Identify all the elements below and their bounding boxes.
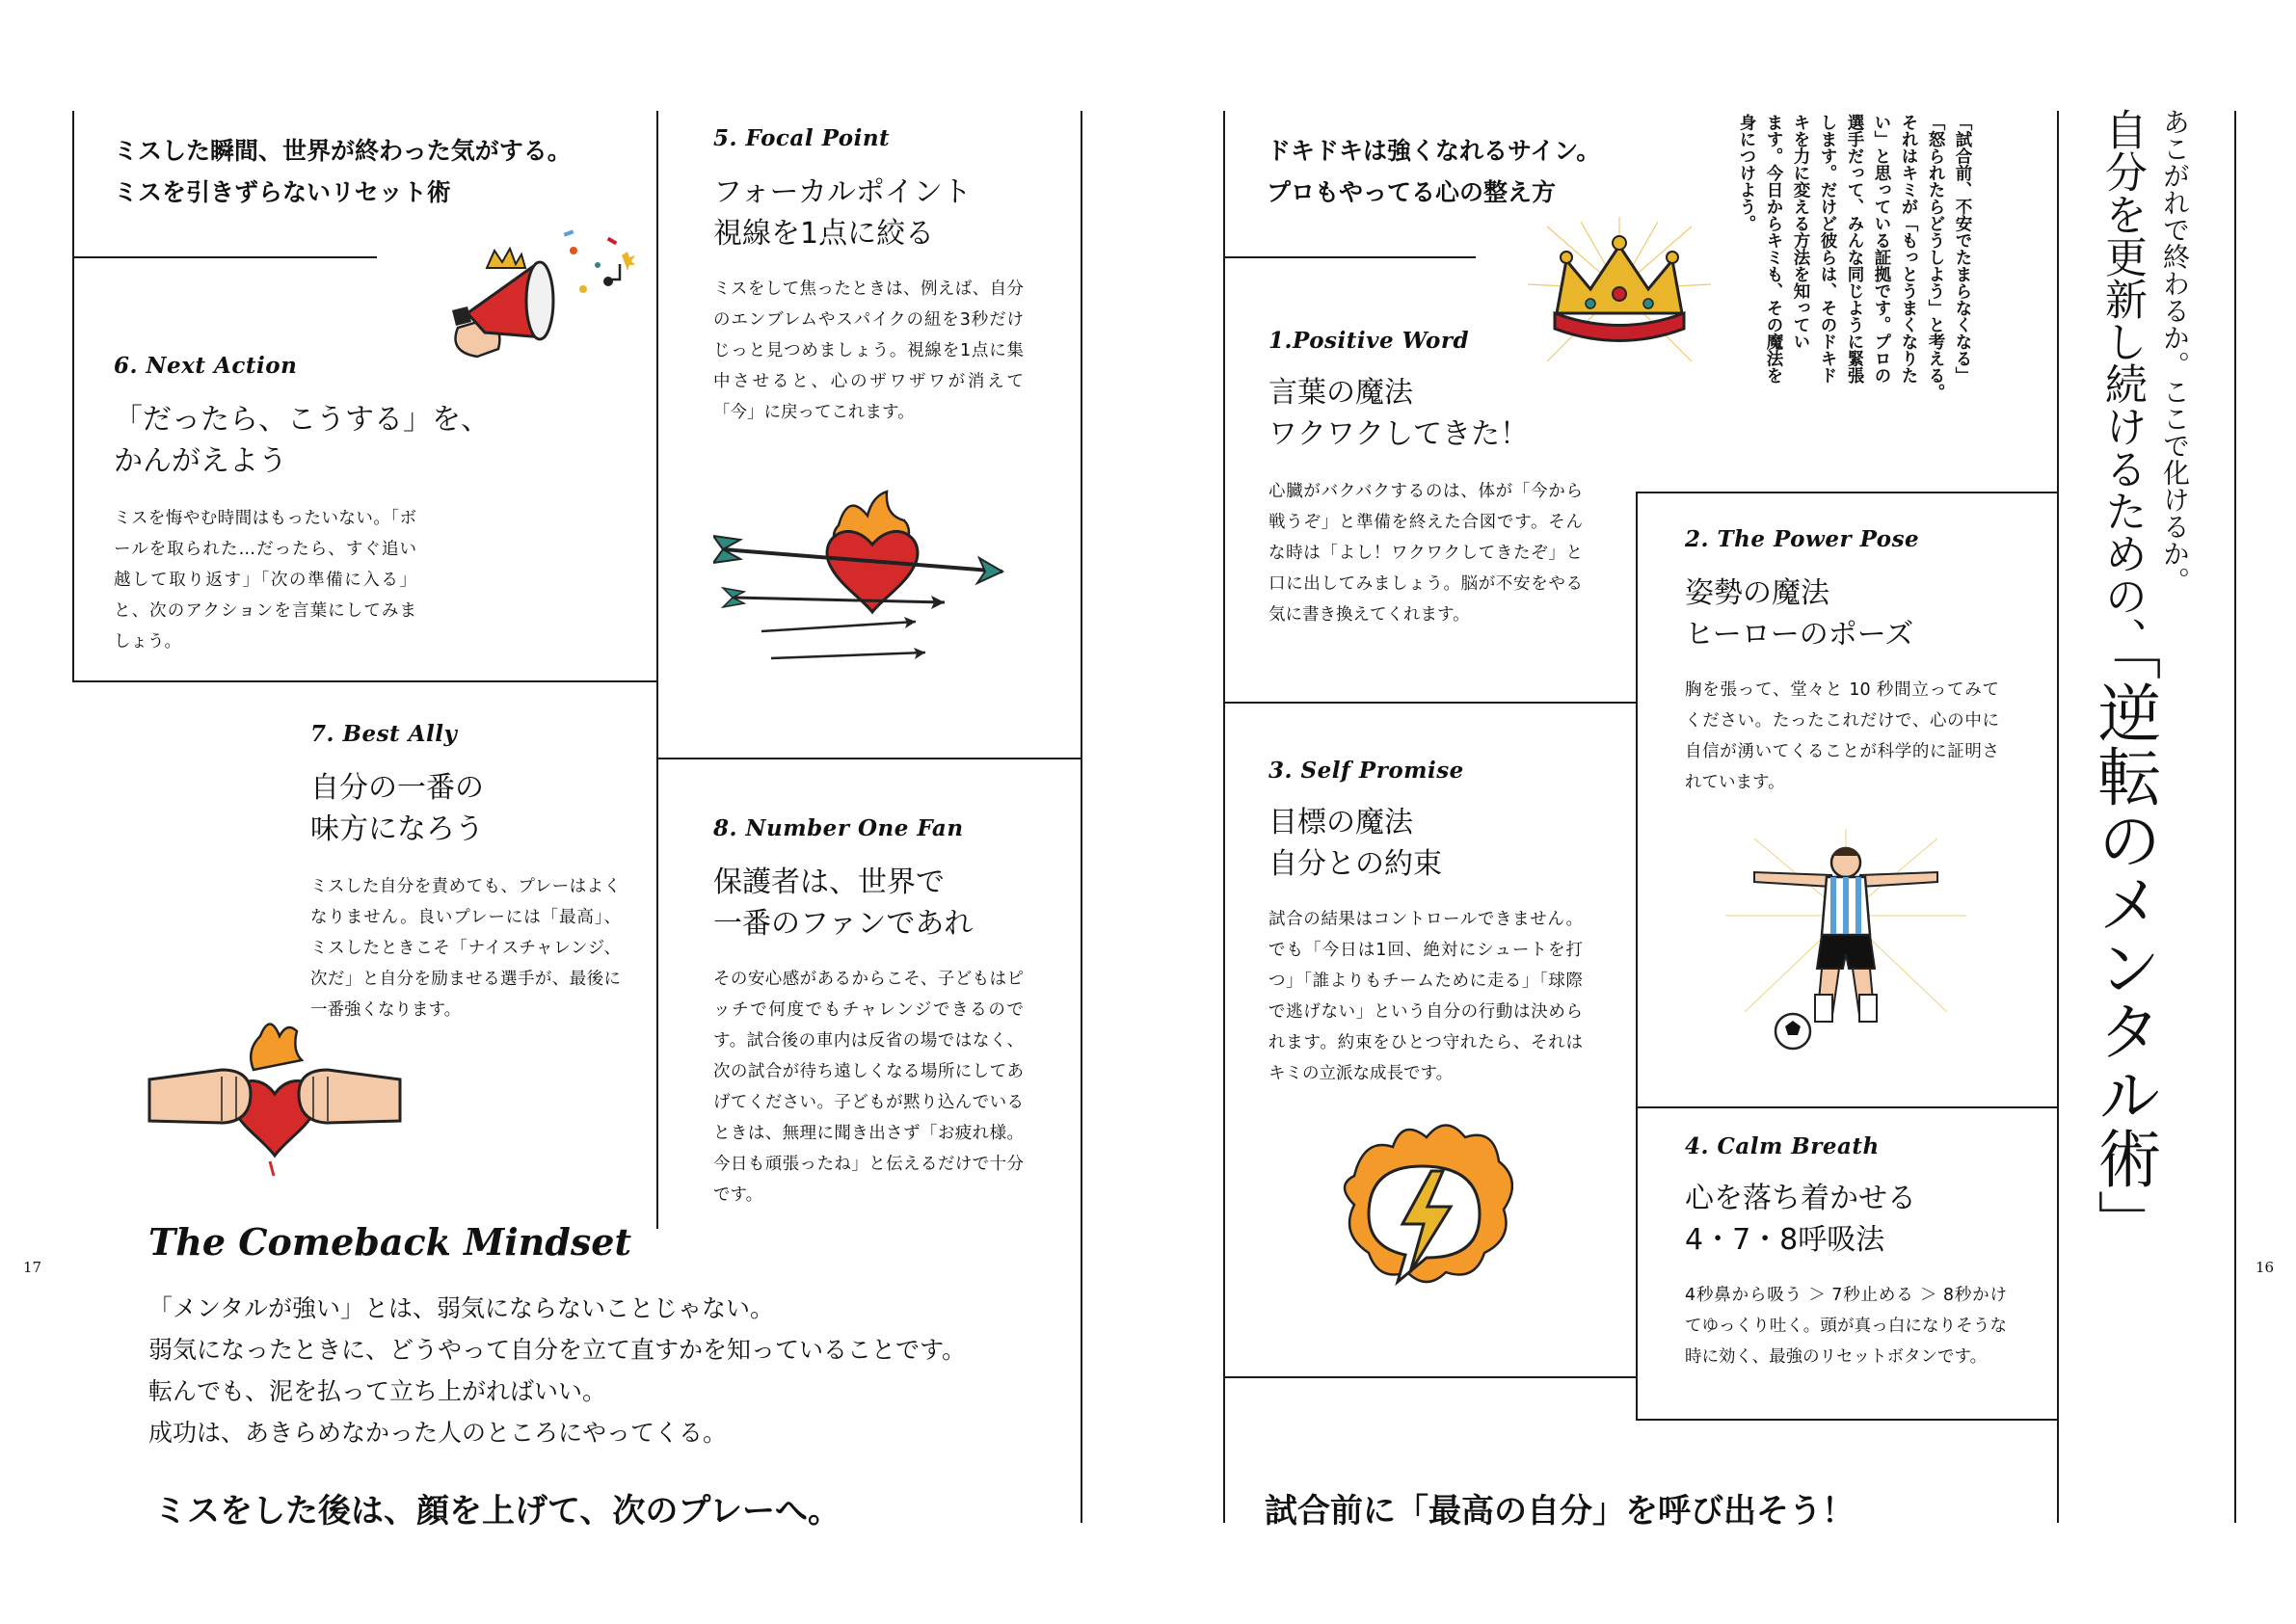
left-bottom-line: ミスをした後は、顔を上げて、次のプレーへ。 xyxy=(154,1492,841,1531)
section-tag-number-one-fan: 8. Number One Fan xyxy=(713,815,964,841)
section-title-number-one-fan: 保護者は、世界で 一番のファンであれ xyxy=(713,865,974,941)
section-body-number-one-fan: その安心感があるからこそ、子どもはピッチで何度でもチャレンジできるのです。試合後の車内は反省の場ではなく、次の試合が待ち遠しくなる場所にしてあげてください。子どもが黙り込んでいるときは、無理に聞き出さず「お疲れ様。今日も頑張ったね」と伝えるだけで十分です。 xyxy=(713,970,1024,1205)
grid-line xyxy=(1223,702,1637,704)
section-body-focal-point: ミスをして焦ったときは、例えば、自分のエンブレムやスパイクの紐を3秒だけじっと見つめましょう。視線を1点に集中させると、心のザワザワが消えて「今」に戻ってこれます。 xyxy=(713,280,1024,422)
section-body-next-action: ミスを悔やむ時間はもったいない。「ボールを取られた…だったら、すぐ追い越して取り返す」「次の準備に入る」と、次のアクションを言葉にしてみましょう。 xyxy=(114,509,416,652)
lightning-bubble-icon xyxy=(1335,1118,1513,1311)
section-tag-best-ally: 7. Best Ally xyxy=(310,721,458,747)
section-tag-calm-breath: 4. Calm Breath xyxy=(1685,1133,1880,1159)
section-tag-next-action: 6. Next Action xyxy=(114,353,298,379)
soccer-player-icon xyxy=(1725,829,1966,1060)
section-title-self-promise: 目標の魔法 自分との約束 xyxy=(1268,806,1442,881)
section-title-focal-point: フォーカルポイント 視線を1点に絞る xyxy=(713,175,972,251)
mindset-body: 「メンタルが強い」とは、弱気にならないことじゃない。 弱気になったときに、どうやって自分を立て直すかを知っていることです。 転んでも、泥を払って立ち上がればいい。 成功は、あきらめなかった人のところにやってくる。 xyxy=(148,1294,967,1447)
heading-main: 自分を更新し続けるための、 xyxy=(2097,108,2147,659)
grid-line xyxy=(72,680,657,682)
grid-line xyxy=(1636,1419,2058,1421)
section-title-best-ally: 自分の一番の 味方になろう xyxy=(310,771,484,846)
section-title-calm-breath: 心を落ち着かせる 4・7・8呼吸法 xyxy=(1685,1182,1916,1257)
grid-line xyxy=(1636,1106,2058,1108)
fist-bump-heart-icon xyxy=(145,1017,405,1181)
heading-big: 「逆転のメンタル術」 xyxy=(2087,617,2161,1253)
section-title-next-action: 「だったら、こうする」を、 かんがえよう xyxy=(114,403,490,478)
section-tag-focal-point: 5. Focal Point xyxy=(713,125,891,151)
grid-line xyxy=(72,111,74,682)
grid-line xyxy=(1223,111,1225,1523)
section-tag-positive-word: 1.Positive Word xyxy=(1268,328,1470,354)
intro-text: 「試合前、不安でたまらなくなる」 「怒られたらどうしよう」と考える。 それはキミが「もっとうまくなりた い」と思っている証拠です。プロの 選手だって、みんな同じように緊張 します。だけど彼らは、そのドキド キを力に変える方法を知ってい ます。今日からキミも、その魔法を 身につけよう。 xyxy=(1737,114,1972,401)
grid-line xyxy=(1081,111,1082,1523)
grid-line xyxy=(1223,1376,1637,1378)
page-number-left: 17 xyxy=(23,1259,42,1276)
heading-kicker: あこがれで終わるか。ここで化けるか。 xyxy=(2159,108,2191,594)
right-bottom-line: 試合前に「最高の自分」を呼び出そう！ xyxy=(1265,1492,1855,1531)
section-body-self-promise: 試合の結果はコントロールできません。でも「今日は1回、絶対にシュートを打つ」「誰よりもチームために走る」「球際で逃げない」という自分の行動は決められます。約束をひとつ守れたら、それはキミの立派な成長です。 xyxy=(1268,910,1583,1083)
section-tag-self-promise: 3. Self Promise xyxy=(1268,758,1464,784)
section-body-positive-word: 心臓がバクバクするのは、体が「今から戦うぞ」と準備を終えた合図です。そんな時は「よし！ワクワクしてきたぞ」と口に出してみましょう。脳が不安をやる気に書き換えてくれます。 xyxy=(1268,482,1583,625)
mindset-title: The Comeback Mindset xyxy=(148,1220,631,1264)
section-body-power-pose: 胸を張って、堂々と 10 秒間立ってみてください。たったこれだけで、心の中に自信が湧いてくることが科学的に証明されています。 xyxy=(1685,680,1999,792)
flaming-heart-arrow-icon xyxy=(713,487,1022,679)
grid-line xyxy=(1223,256,1476,258)
grid-line xyxy=(1636,492,1638,1419)
section-title-positive-word: 言葉の魔法 ワクワクしてきた！ xyxy=(1268,376,1529,451)
grid-line xyxy=(656,111,658,1229)
grid-line xyxy=(656,758,1081,759)
pre-game-lead: ドキドキは強くなれるサイン。 プロもやってる心の整え方 xyxy=(1267,137,1601,206)
section-body-calm-breath: 4秒鼻から吸う ＞ 7秒止める ＞ 8秒かけてゆっくり吐く。頭が真っ白になりそうな時に効く、最強のリセットボタンです。 xyxy=(1685,1286,2007,1367)
section-tag-power-pose: 2. The Power Pose xyxy=(1685,526,1920,552)
grid-line xyxy=(2234,111,2236,1523)
megaphone-icon xyxy=(429,212,641,366)
page-number-right: 16 xyxy=(2256,1259,2275,1276)
section-body-best-ally: ミスした自分を責めても、プレーはよくなりません。良いプレーには「最高」、ミスしたときこそ「ナイスチャレンジ、次だ」と自分を励ませる選手が、最後に一番強くなります。 xyxy=(310,877,621,1020)
grid-line xyxy=(2057,111,2059,1523)
crown-icon xyxy=(1528,217,1711,371)
grid-line xyxy=(1636,492,2058,493)
section-title-power-pose: 姿勢の魔法 ヒーローのポーズ xyxy=(1685,576,1914,652)
miss-reset-lead: ミスした瞬間、世界が終わった気がする。 ミスを引きずらないリセット術 xyxy=(114,137,572,206)
grid-line xyxy=(72,256,377,258)
